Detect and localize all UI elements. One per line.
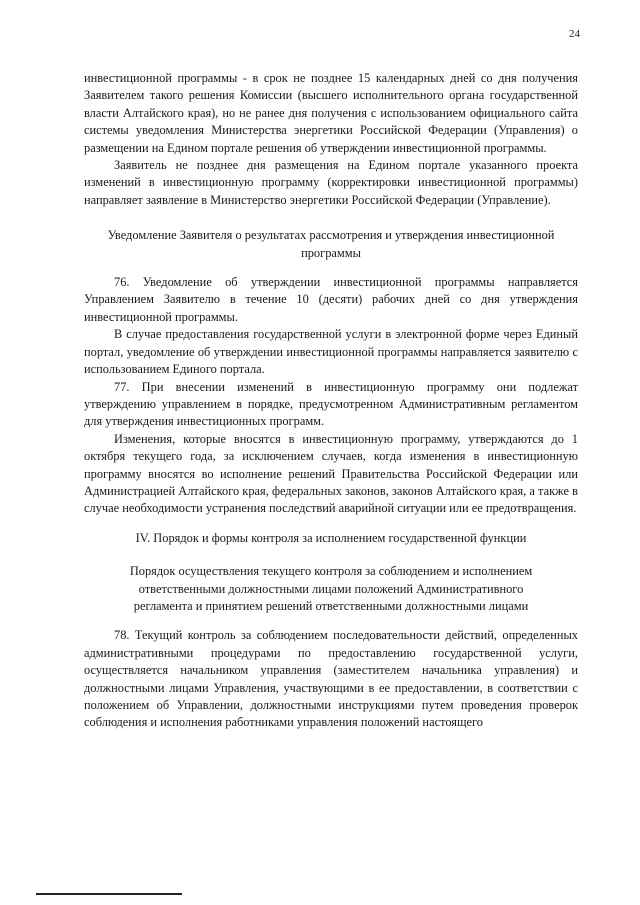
section-heading: Порядок осуществления текущего контроля за соблюдением и исполнением ответственными должностными лицами положений Административного регламента и принятием решений ответственными должностными лицами <box>129 564 533 613</box>
paragraph: 77. При внесении изменений в инвестиционную программу они подлежат утверждению управлением в порядке, предусмотренном Административным регламентом для утверждения инвестиционных программ. <box>84 379 578 429</box>
chapter-heading: IV. Порядок и формы контроля за исполнением государственной функции <box>135 530 527 545</box>
paragraph: 76. Уведомление об утверждении инвестиционной программы направляется Управлением Заявителю в течение 10 (десяти) рабочих дней со дня утверждения инвестиционной программы. <box>84 275 578 324</box>
section-heading: Уведомление Заявителя о результатах рассмотрения и утверждения инвестиционной программы <box>107 228 555 260</box>
document-body <box>84 70 578 732</box>
footnote-separator <box>36 893 182 895</box>
paragraph: В случае предоставления государственной услуги в электронной форме через Единый портал, уведомление об утверждении инвестиционной программы направляется заявителю с использованием Единого портала. <box>84 327 578 377</box>
page-number: 24 <box>569 28 580 40</box>
paragraph: Изменения, которые вносятся в инвестиционную программу, утверждаются до 1 октября текущего года, за исключением случаев, когда изменения в инвестиционную программу вносятся во исполнение решений Правительства Российской Федерации или Администрацией Алтайского края, федеральных законов, законов Алтайского края, а также в случае необходимости устранения последствий аварийной ситуации или ее предотвращения. <box>84 431 578 516</box>
paragraph: инвестиционной программы - в срок не позднее 15 календарных дней со дня получения Заявителем такого решения Комиссии (высшего исполнительного органа государственной власти Алтайского края), но не ранее дня получения с использованием официального сайта системы уведомления Министерства энергетики Российской Федерации (Управления) о размещении на Едином портале решения об утверждении инвестиционной программы. <box>84 71 578 155</box>
paragraph: Заявитель не позднее дня размещения на Едином портале указанного проекта изменений в инвестиционную программу (корректировки инвестиционной программы) направляет заявление в Министерство энергетики Российской Федерации (Управление). <box>84 158 578 207</box>
paragraph: 78. Текущий контроль за соблюдением последовательности действий, определенных административными процедурами по предоставлению государственной услуги, осуществляется начальником управления (заместителем начальника управления) и должностными лицами Управления, участвующими в ее предоставлении, в соответствии с положением об Управлении, должностными инструкциями путем проведения проверок соблюдения и исполнения работниками управления положений настоящего <box>84 628 578 730</box>
